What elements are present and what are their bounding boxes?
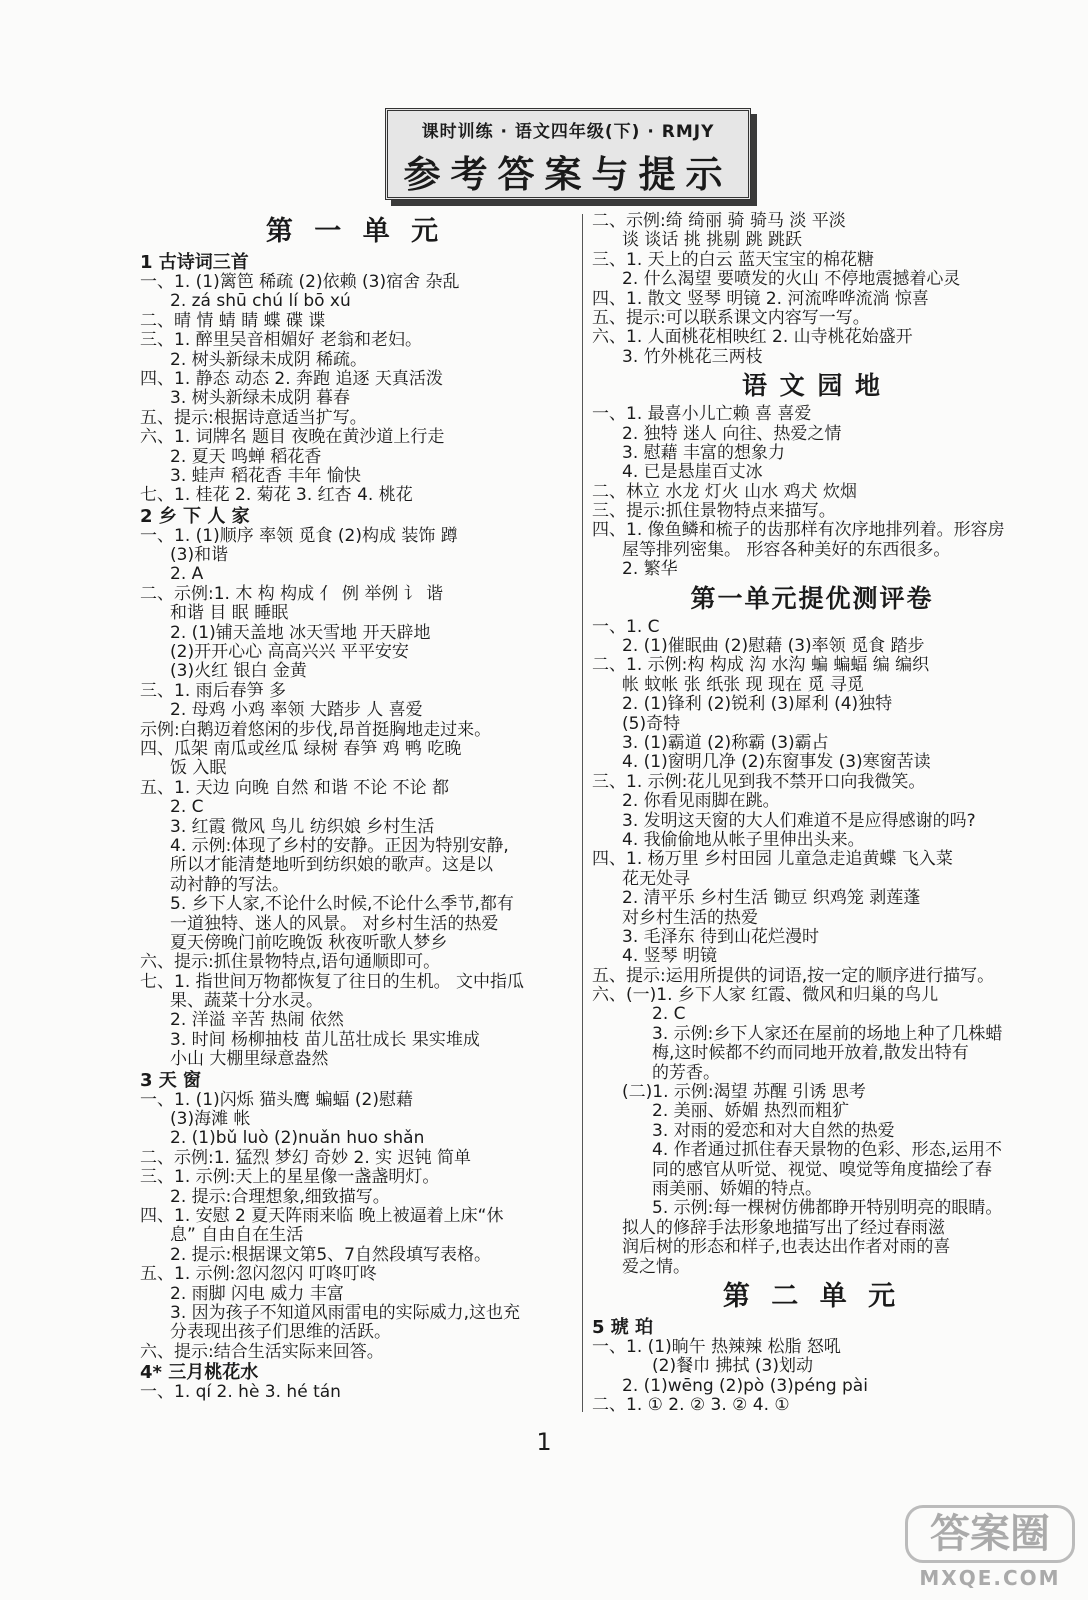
answer-line: 五、提示:可以联系课文内容写一写。 bbox=[592, 307, 870, 328]
right-column bbox=[592, 212, 1032, 1415]
answer-line: 2. (1)bǔ luò (2)nuǎn huo shǎn bbox=[170, 1128, 425, 1149]
page-title: 参考答案与提示 bbox=[403, 153, 733, 196]
answer-line: (二)1. 示例:渴望 苏醒 引诱 思考 bbox=[622, 1082, 866, 1103]
answer-line: 2. 美丽、娇媚 热烈而粗犷 bbox=[652, 1101, 850, 1122]
answer-line: 一道独特、迷人的风景。 对乡村生活的热爱 bbox=[170, 913, 499, 934]
answer-line: 4. 示例:体现了乡村的安静。正因为特别安静, bbox=[170, 835, 509, 856]
left-column bbox=[140, 212, 570, 1402]
answer-line: 五、提示:运用所提供的词语,按一定的顺序进行描写。 bbox=[592, 965, 995, 986]
answer-line: 三、1. 醉里吴音相媚好 老翁和老妇。 bbox=[140, 330, 423, 351]
answer-line: 2. 清平乐 乡村生活 锄豆 织鸡笼 剥莲蓬 bbox=[622, 888, 921, 909]
lesson-title: 4* 三月桃花水 bbox=[140, 1362, 259, 1384]
answer-line: 一、1. (1)闪烁 猫头鹰 蝙蝠 (2)慰藉 bbox=[140, 1089, 413, 1110]
answer-line: 3. 竹外桃花三两枝 bbox=[622, 346, 763, 367]
answer-line: 2. (1)锋利 (2)锐利 (3)犀利 (4)独特 bbox=[622, 694, 893, 715]
answer-line: 二、晴 情 蜻 睛 蝶 碟 谍 bbox=[140, 310, 326, 331]
answer-line: 三、提示:抓住景物特点来描写。 bbox=[592, 501, 836, 522]
answer-line: 六、提示:结合生活实际来回答。 bbox=[140, 1341, 384, 1362]
answer-line: 2. 母鸡 小鸡 率领 大踏步 人 喜爱 bbox=[170, 700, 423, 721]
answer-line: 一、1. 最喜小儿亡赖 喜 喜爱 bbox=[592, 404, 812, 425]
answer-line: 4. 竖琴 明镜 bbox=[622, 946, 718, 967]
section-heading: 语 文 园 地 bbox=[741, 371, 883, 401]
answer-line: 五、1. 天边 向晚 自然 和谐 不论 不论 都 bbox=[140, 777, 450, 798]
answer-line: 2. C bbox=[170, 797, 204, 818]
answer-line: 2. 提示:根据课文第5、7自然段填写表格。 bbox=[170, 1244, 491, 1265]
answer-line: 5. 示例:每一棵树仿佛都睁开特别明亮的眼睛。 bbox=[652, 1198, 1003, 1219]
answer-line: 2. 什么渴望 要喷发的火山 不停地震撼着心灵 bbox=[622, 269, 961, 290]
answer-line: 3. 红霞 微风 鸟儿 纺织娘 乡村生活 bbox=[170, 816, 435, 837]
answer-line: 示例:白鹅迈着悠闲的步伐,昂首挺胸地走过来。 bbox=[140, 719, 492, 740]
watermark-logo: 答案圈 bbox=[905, 1505, 1075, 1563]
answer-line: 2. 洋溢 辛苦 热闹 依然 bbox=[170, 1010, 344, 1031]
answer-line: 雨美丽、娇媚的特点。 bbox=[652, 1178, 822, 1199]
answer-line: 一、1. (1)晌午 热辣辣 松脂 怒吼 bbox=[592, 1336, 841, 1357]
answer-line: 3. 示例:乡下人家还在屋前的场地上种了几株蜡 bbox=[652, 1023, 1003, 1044]
answer-line: 三、1. 天上的白云 蓝天宝宝的棉花糖 bbox=[592, 249, 875, 270]
answer-line: 分表现出孩子们思维的活跃。 bbox=[170, 1322, 391, 1343]
answer-line: 谈 谈话 挑 挑剔 跳 跳跃 bbox=[622, 230, 803, 251]
lesson-title: 3 天 窗 bbox=[140, 1069, 202, 1091]
answer-line: 2. 提示:合理想象,细致描写。 bbox=[170, 1186, 390, 1207]
answer-line: 3. 对雨的爱恋和对大自然的热爱 bbox=[652, 1120, 895, 1141]
answer-line: 3. 因为孩子不知道风雨雷电的实际威力,这也充 bbox=[170, 1302, 521, 1323]
answer-line: 一、1. qí 2. hè 3. hé tán bbox=[140, 1382, 341, 1403]
answer-line: 润后树的形态和样子,也表达出作者对雨的喜 bbox=[622, 1237, 951, 1258]
answer-line: (3)火红 银白 金黄 bbox=[170, 661, 307, 682]
answer-line: 2. 你看见雨脚在跳。 bbox=[622, 791, 780, 812]
answer-line: 4. 已是悬崖百丈冰 bbox=[622, 462, 763, 483]
answer-line: 动衬静的写法。 bbox=[170, 874, 289, 895]
answer-line: 一、1. C bbox=[592, 616, 660, 637]
answer-line: 四、1. 静态 动态 2. 奔跑 追逐 天真活泼 bbox=[140, 368, 443, 389]
answer-line: 五、提示:根据诗意适当扩写。 bbox=[140, 407, 367, 428]
answer-line: 二、示例:1. 猛烈 梦幻 奇妙 2. 实 迟钝 简单 bbox=[140, 1147, 471, 1168]
answer-line: 3. 蛙声 稻花香 丰年 愉快 bbox=[170, 465, 361, 486]
answer-line: 小山 大棚里绿意盎然 bbox=[170, 1049, 329, 1070]
answer-line: 3. 时间 杨柳抽枝 苗儿茁壮成长 果实堆成 bbox=[170, 1029, 480, 1050]
watermark-url: MXQE.COM bbox=[919, 1566, 1061, 1590]
answer-line: 五、1. 示例:忽闪忽闪 叮咚叮咚 bbox=[140, 1264, 377, 1285]
answer-line: 2. 繁华 bbox=[622, 559, 678, 580]
answer-line: 2. 树头新绿未成阴 稀疏。 bbox=[170, 349, 368, 370]
answer-line: 四、1. 像鱼鳞和梳子的齿那样有次序地排列着。形容房 bbox=[592, 520, 1005, 541]
answer-line: 四、1. 安慰 2 夏天阵雨来临 晚上被逼着上床“休 bbox=[140, 1205, 504, 1226]
answer-line: 4. 我偷偷地从帐子里伸出头来。 bbox=[622, 829, 865, 850]
answer-line: 一、1. (1)篱笆 稀疏 (2)依赖 (3)宿舍 杂乱 bbox=[140, 272, 460, 292]
answer-line: 2. 雨脚 闪电 威力 丰富 bbox=[170, 1283, 344, 1304]
answer-line: 2. 独特 迷人 向往、热爱之情 bbox=[622, 423, 842, 444]
answer-line: 2. 夏天 鸣蝉 稻花香 bbox=[170, 446, 322, 467]
answer-line: 5. 乡下人家,不论什么时候,不论什么季节,都有 bbox=[170, 894, 514, 915]
watermark bbox=[905, 1505, 1075, 1595]
answer-line: 2. (1)催眠曲 (2)慰藉 (3)率领 觅食 踏步 bbox=[622, 636, 925, 657]
answer-line: 拟人的修辞手法形象地描写出了经过春雨滋 bbox=[622, 1217, 945, 1238]
answer-line: 3. 慰藉 丰富的想象力 bbox=[622, 442, 786, 463]
answer-line: (2)开开心心 高高兴兴 平平安安 bbox=[170, 642, 409, 663]
answer-line: 2. A bbox=[170, 564, 204, 585]
lesson-title: 1 古诗词三首 bbox=[140, 252, 249, 273]
answer-line: 2. C bbox=[652, 1004, 686, 1025]
answer-line: 七、1. 指世间万物都恢复了往日的生机。 文中指瓜 bbox=[140, 971, 525, 992]
answer-line: 屋等排列密集。 形容各种美好的东西很多。 bbox=[622, 539, 951, 560]
answer-line: 六、1. 人面桃花相映红 2. 山寺桃花始盛开 bbox=[592, 327, 913, 348]
answer-line: 果、蔬菜十分水灵。 bbox=[170, 991, 323, 1012]
answer-line: 四、1. 散文 竖琴 明镜 2. 河流哗哗流淌 惊喜 bbox=[592, 288, 929, 309]
answer-line: 2. (1)铺天盖地 冰天雪地 开天辟地 bbox=[170, 622, 431, 643]
answer-line: 二、示例:绮 绮丽 骑 骑马 淡 平淡 bbox=[592, 211, 846, 231]
answer-line: 七、1. 桂花 2. 菊花 3. 红杏 4. 桃花 bbox=[140, 485, 413, 506]
answer-line: 一、1. (1)顺序 率领 觅食 (2)构成 装饰 蹲 bbox=[140, 525, 458, 546]
answer-line: 所以才能清楚地听到纺织娘的歌声。这是以 bbox=[170, 855, 493, 876]
answer-line: 三、1. 示例:花儿见到我不禁开口向我微笑。 bbox=[592, 771, 926, 792]
answer-line: 3. 树头新绿未成阴 暮春 bbox=[170, 388, 351, 409]
book-subtitle: 课时训练 · 语文四年级(下) · RMJY bbox=[421, 122, 715, 142]
answer-line: 花无处寻 bbox=[622, 868, 690, 889]
answer-line: 四、1. 杨万里 乡村田园 儿童急走追黄蝶 飞入菜 bbox=[592, 849, 953, 870]
answer-line: 三、1. 雨后春笋 多 bbox=[140, 680, 287, 701]
answer-key-header bbox=[385, 108, 751, 200]
answer-line: (3)和谐 bbox=[170, 545, 229, 566]
answer-line: 息” 自由自在生活 bbox=[170, 1225, 304, 1246]
answer-line: 二、林立 水龙 灯火 山水 鸡犬 炊烟 bbox=[592, 481, 858, 502]
answer-line: (3)海滩 帐 bbox=[170, 1109, 251, 1130]
answer-line: 六、(一)1. 乡下人家 红霞、微风和归巢的鸟儿 bbox=[592, 985, 939, 1006]
unit-heading: 第 一 单 元 bbox=[265, 216, 445, 247]
answer-line: 二、1. 示例:构 构成 沟 水沟 蝙 蝙蝠 编 编织 bbox=[592, 655, 930, 676]
page-number: 1 bbox=[536, 1428, 552, 1456]
unit-heading: 第 二 单 元 bbox=[722, 1280, 902, 1312]
answer-line: 饭 入眠 bbox=[170, 758, 227, 779]
answer-line: (2)餐巾 拂拭 (3)划动 bbox=[652, 1356, 813, 1377]
answer-line: 四、瓜架 南瓜或丝瓜 绿树 春笋 鸡 鸭 吃晚 bbox=[140, 738, 462, 759]
answer-line: 帐 蚊帐 张 纸张 现 现在 觅 寻觅 bbox=[622, 674, 864, 695]
answer-line: 夏天傍晚门前吃晚饭 秋夜听歌人梦乡 bbox=[170, 932, 448, 953]
answer-line: 三、1. 示例:天上的星星像一盏盏明灯。 bbox=[140, 1167, 440, 1188]
answer-line: 3. 毛泽东 待到山花烂漫时 bbox=[622, 926, 820, 947]
answer-line: 二、1. ① 2. ② 3. ② 4. ① bbox=[592, 1395, 790, 1416]
answer-line: 六、1. 词牌名 题目 夜晚在黄沙道上行走 bbox=[140, 427, 445, 448]
answer-line: 二、示例:1. 木 构 构成 亻 例 举例 讠 谐 bbox=[140, 583, 444, 604]
answer-line: 的芳香。 bbox=[652, 1062, 720, 1083]
answer-line: 和谐 目 眠 睡眠 bbox=[170, 603, 289, 624]
answer-line: 2. zá shū chú lí bō xú bbox=[170, 291, 351, 312]
answer-line: 3. (1)霸道 (2)称霸 (3)霸占 bbox=[622, 732, 829, 753]
answer-line: 六、提示:抓住景物特点,语句通顺即可。 bbox=[140, 952, 441, 973]
answer-line: 对乡村生活的热爱 bbox=[622, 907, 758, 928]
answer-line: 4. (1)窗明几净 (2)东窗事发 (3)寒窗苦读 bbox=[622, 752, 931, 773]
answer-line: 2. (1)wēng (2)pò (3)péng pài bbox=[622, 1375, 868, 1396]
section-heading: 第一单元提优测评卷 bbox=[690, 583, 934, 613]
answer-line: 3. 发明这天窗的大人们难道不是应得感谢的吗? bbox=[622, 810, 976, 831]
lesson-title: 5 琥 珀 bbox=[592, 1316, 654, 1338]
lesson-title: 2 乡 下 人 家 bbox=[140, 505, 250, 527]
column-divider bbox=[582, 214, 583, 1412]
answer-line: 爱之情。 bbox=[622, 1256, 690, 1277]
answer-line: 4. 作者通过抓住春天景物的色彩、形态,运用不 bbox=[652, 1140, 1003, 1161]
answer-line: 同的感官从听觉、视觉、嗅觉等角度描绘了春 bbox=[652, 1159, 992, 1180]
answer-line: (5)奇特 bbox=[622, 713, 681, 734]
answer-line: 梅,这时候都不约而同地开放着,散发出特有 bbox=[652, 1043, 969, 1064]
